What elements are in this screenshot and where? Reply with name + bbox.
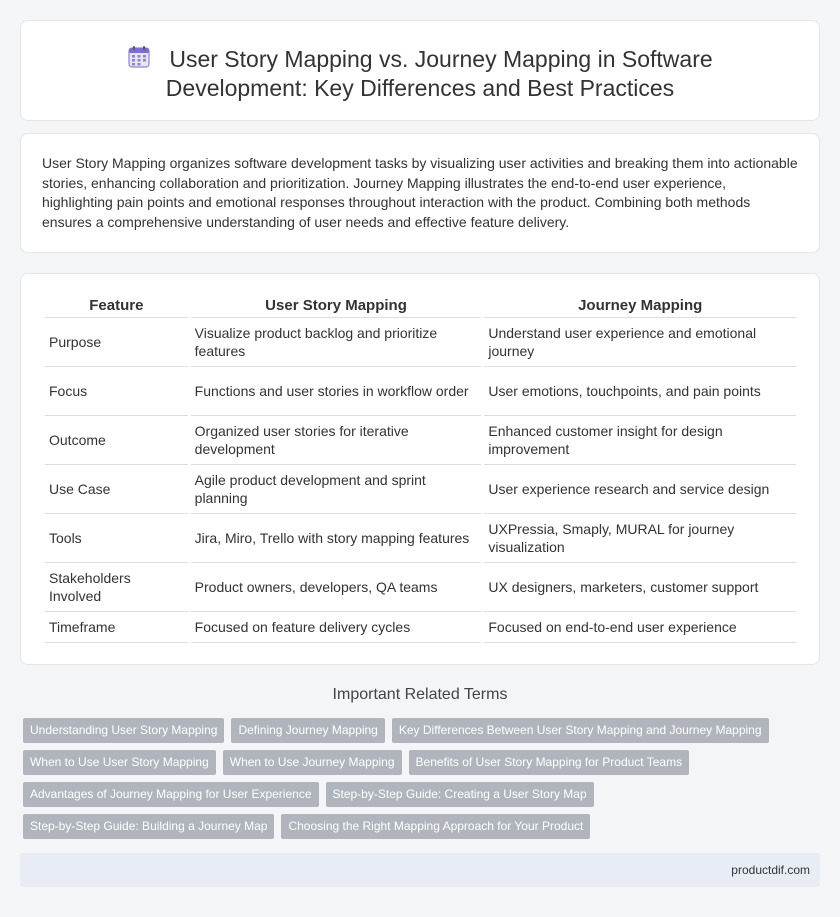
calendar-icon bbox=[127, 45, 151, 69]
row-journey: User emotions, touchpoints, and pain points bbox=[484, 367, 796, 416]
table-row bbox=[45, 612, 796, 643]
comparison-card bbox=[20, 273, 820, 665]
related-term-tag[interactable]: Understanding User Story Mapping bbox=[23, 718, 224, 743]
table-row bbox=[45, 318, 796, 367]
related-term-tag[interactable]: When to Use Journey Mapping bbox=[223, 750, 402, 775]
table-row bbox=[45, 465, 796, 514]
row-journey: User experience research and service design bbox=[484, 465, 796, 514]
tag-row bbox=[23, 718, 803, 750]
row-feature: Use Case bbox=[45, 465, 188, 514]
title-card bbox=[20, 20, 820, 121]
table-row bbox=[45, 563, 796, 612]
related-terms-title: Important Related Terms bbox=[332, 686, 508, 703]
table-row bbox=[45, 416, 796, 465]
related-term-tag[interactable]: Step-by-Step Guide: Building a Journey Map bbox=[23, 814, 274, 839]
row-user-story: Functions and user stories in workflow order bbox=[191, 367, 482, 416]
table-row bbox=[45, 367, 796, 416]
intro-card bbox=[20, 133, 820, 253]
row-user-story: Organized user stories for iterative development bbox=[191, 416, 482, 465]
row-journey: UXPressia, Smaply, MURAL for journey visualization bbox=[484, 514, 796, 563]
tag-row bbox=[23, 814, 803, 846]
comparison-table bbox=[42, 296, 799, 643]
page-title-wrap bbox=[21, 45, 819, 103]
related-term-tag[interactable]: Defining Journey Mapping bbox=[231, 718, 384, 743]
row-user-story: Focused on feature delivery cycles bbox=[191, 612, 482, 643]
row-feature: Timeframe bbox=[45, 612, 188, 643]
row-feature: Stakeholders Involved bbox=[45, 563, 188, 612]
row-user-story: Product owners, developers, QA teams bbox=[191, 563, 482, 612]
related-term-tag[interactable]: Key Differences Between User Story Mapping and Journey Mapping bbox=[392, 718, 769, 743]
row-user-story: Agile product development and sprint planning bbox=[191, 465, 482, 514]
row-journey: Enhanced customer insight for design improvement bbox=[484, 416, 796, 465]
page-title: User Story Mapping vs. Journey Mapping in Software Development: Key Differences and Best Practices bbox=[165, 46, 713, 101]
related-term-tag[interactable]: When to Use User Story Mapping bbox=[23, 750, 216, 775]
related-term-tag[interactable]: Benefits of User Story Mapping for Product Teams bbox=[409, 750, 690, 775]
table-header-row bbox=[45, 296, 796, 318]
row-feature: Focus bbox=[45, 367, 188, 416]
related-terms-tags bbox=[23, 718, 803, 846]
row-journey: UX designers, marketers, customer support bbox=[484, 563, 796, 612]
related-term-tag[interactable]: Advantages of Journey Mapping for User Experience bbox=[23, 782, 319, 807]
row-feature: Outcome bbox=[45, 416, 188, 465]
header-journey-mapping: Journey Mapping bbox=[484, 296, 796, 318]
related-term-tag[interactable]: Step-by-Step Guide: Creating a User Story Map bbox=[326, 782, 594, 807]
row-user-story: Visualize product backlog and prioritize features bbox=[191, 318, 482, 367]
intro-paragraph: User Story Mapping organizes software development tasks by visualizing user activities and breaking them into actionable stories, enhancing collaboration and prioritization. Journey Mapping illustrates the end-to-end user experience, highlighting pain points and emotional responses throughout interaction with the product. Combining both methods ensures a comprehensive understanding of user needs and effective feature delivery. bbox=[42, 155, 798, 230]
tag-row bbox=[23, 750, 803, 782]
header-user-story-mapping: User Story Mapping bbox=[191, 296, 482, 318]
tag-row bbox=[23, 782, 803, 814]
table-row bbox=[45, 514, 796, 563]
row-user-story: Jira, Miro, Trello with story mapping features bbox=[191, 514, 482, 563]
footer bbox=[20, 853, 820, 887]
footer-site[interactable]: productdif.com bbox=[731, 863, 810, 877]
row-feature: Purpose bbox=[45, 318, 188, 367]
related-term-tag[interactable]: Choosing the Right Mapping Approach for Your Product bbox=[281, 814, 590, 839]
row-journey: Focused on end-to-end user experience bbox=[484, 612, 796, 643]
row-feature: Tools bbox=[45, 514, 188, 563]
row-journey: Understand user experience and emotional journey bbox=[484, 318, 796, 367]
header-feature: Feature bbox=[45, 296, 188, 318]
